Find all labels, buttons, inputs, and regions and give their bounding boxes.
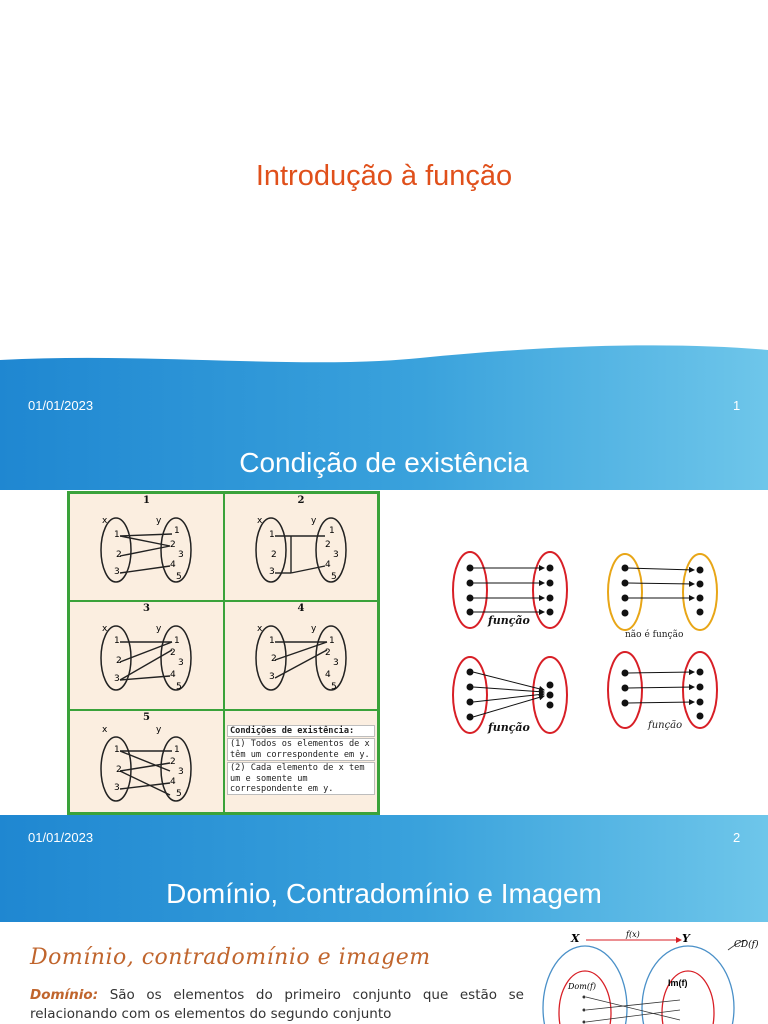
condition-1: (1) Todos os elementos de x têm um correspondente em y. bbox=[227, 738, 375, 761]
y-value: 3 bbox=[178, 767, 184, 777]
x-value: 3 bbox=[269, 672, 275, 682]
y-value: 1 bbox=[174, 526, 180, 536]
mapping-cell-4 bbox=[224, 601, 378, 710]
conditions-cell bbox=[224, 710, 378, 813]
diagram-y-label: Y bbox=[682, 932, 690, 945]
x-value: 3 bbox=[269, 567, 275, 577]
slide-3-page-number: 2 bbox=[733, 830, 741, 845]
domain-definition-text: São os elementos do primeiro conjunto que estão se relacionando com os elementos do segundo conjunto bbox=[30, 987, 524, 1022]
y-label: y bbox=[311, 516, 317, 526]
condition-2: (2) Cada elemento de x tem um e somente um correspondente em y. bbox=[227, 762, 375, 795]
x-label: x bbox=[257, 516, 263, 526]
diagram-im-label: Im(f) bbox=[668, 978, 688, 988]
conditions-title: Condições de existência: bbox=[227, 725, 375, 737]
mapping-diagram bbox=[70, 494, 225, 602]
y-value: 4 bbox=[170, 560, 176, 570]
y-value: 4 bbox=[325, 560, 331, 570]
x-value: 3 bbox=[114, 567, 120, 577]
x-value: 2 bbox=[271, 654, 277, 664]
y-label: y bbox=[156, 725, 162, 735]
mapping-cell-3 bbox=[69, 601, 224, 710]
slide-2-date: 01/01/2023 bbox=[28, 398, 94, 413]
label-nao-funcao: não é função bbox=[625, 630, 684, 640]
y-value: 5 bbox=[176, 572, 182, 582]
y-value: 1 bbox=[174, 745, 180, 755]
slide-1-title: Introdução à função bbox=[255, 160, 513, 192]
mapping-cell-2 bbox=[224, 493, 378, 601]
x-value: 1 bbox=[114, 530, 120, 540]
x-label: x bbox=[102, 725, 108, 735]
cell-number: 1 bbox=[143, 495, 150, 506]
slide-3-title: Domínio, Contradomínio e Imagem bbox=[166, 878, 602, 909]
slide-2-page-number: 1 bbox=[733, 398, 741, 413]
mapping-diagram bbox=[70, 711, 225, 814]
label-funcao-2: função bbox=[488, 721, 530, 734]
x-label: x bbox=[102, 624, 108, 634]
cell-number: 5 bbox=[143, 712, 150, 723]
x-value: 1 bbox=[269, 530, 275, 540]
diagram-x-label: X bbox=[571, 932, 580, 945]
y-value: 5 bbox=[176, 682, 182, 692]
x-value: 2 bbox=[116, 656, 122, 666]
y-value: 4 bbox=[170, 777, 176, 787]
mapping-cell-5 bbox=[69, 710, 224, 813]
y-value: 4 bbox=[170, 670, 176, 680]
domain-label: Domínio: bbox=[30, 987, 99, 1003]
y-label: y bbox=[311, 624, 317, 634]
cell-number: 4 bbox=[297, 603, 305, 614]
y-value: 2 bbox=[170, 540, 176, 550]
x-label: x bbox=[102, 516, 108, 526]
x-value: 2 bbox=[271, 550, 277, 560]
x-value: 1 bbox=[114, 745, 120, 755]
diagram-dom-label: Dom(f) bbox=[568, 982, 597, 991]
x-value: 3 bbox=[114, 783, 120, 793]
mapping-diagram bbox=[70, 602, 225, 711]
y-value: 5 bbox=[176, 789, 182, 799]
x-value: 2 bbox=[116, 765, 122, 775]
label-funcao-1: função bbox=[488, 614, 530, 627]
cell-number: 2 bbox=[297, 495, 305, 506]
diagram-arrow-label: f(x) bbox=[626, 930, 640, 939]
domain-heading: Domínio, contradomínio e imagem bbox=[30, 945, 431, 970]
y-value: 1 bbox=[329, 526, 335, 536]
domain-definition bbox=[30, 986, 524, 1024]
slide-3-date: 01/01/2023 bbox=[28, 830, 94, 845]
y-value: 4 bbox=[325, 670, 331, 680]
y-value: 2 bbox=[325, 648, 331, 658]
y-value: 2 bbox=[170, 648, 176, 658]
y-value: 3 bbox=[333, 658, 339, 668]
label-funcao-3: função bbox=[648, 720, 683, 731]
mapping-cell-1 bbox=[69, 493, 224, 601]
y-label: y bbox=[156, 624, 162, 634]
function-examples-diagram bbox=[440, 540, 740, 750]
x-value: 3 bbox=[114, 674, 120, 684]
y-value: 3 bbox=[178, 550, 184, 560]
y-value: 1 bbox=[329, 636, 335, 646]
y-value: 2 bbox=[170, 757, 176, 767]
mapping-diagram bbox=[225, 602, 379, 711]
y-value: 5 bbox=[331, 572, 337, 582]
y-value: 2 bbox=[325, 540, 331, 550]
y-value: 3 bbox=[178, 658, 184, 668]
slide-2-title: Condição de existência bbox=[239, 447, 529, 478]
y-label: y bbox=[156, 516, 162, 526]
x-label: x bbox=[257, 624, 263, 634]
x-value: 1 bbox=[114, 636, 120, 646]
mapping-grid-image bbox=[67, 491, 380, 815]
conditions-box bbox=[227, 725, 375, 796]
y-value: 3 bbox=[333, 550, 339, 560]
y-value: 5 bbox=[331, 682, 337, 692]
mapping-diagram bbox=[225, 494, 379, 602]
x-value: 2 bbox=[116, 550, 122, 560]
diagram-cd-label: CD(f) bbox=[734, 940, 759, 950]
x-value: 1 bbox=[269, 636, 275, 646]
y-value: 1 bbox=[174, 636, 180, 646]
cell-number: 3 bbox=[143, 603, 150, 614]
